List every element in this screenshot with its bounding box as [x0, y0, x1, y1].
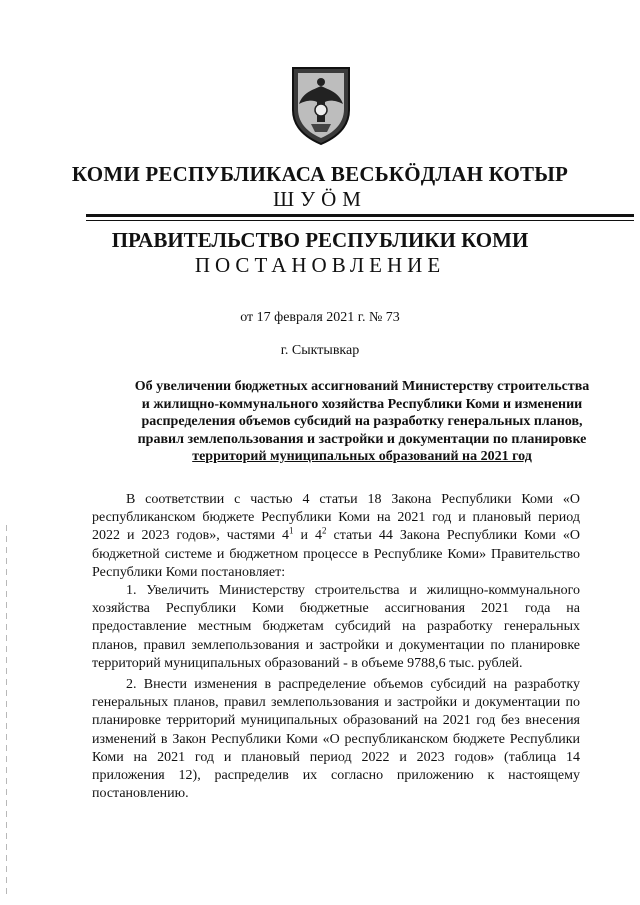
paragraph-item-2: 2. Внести изменения в распределение объемов субсидий на разработку генеральных планов, правил землепользования и застройки и документации по планировке территорий муниципальных образований на 2021 год без внесения изменений в Закон Республики Коми «О республиканском бюджете Республики Коми на 2021 год и плановый период 2022 и 2023 годов» (таблица 14 приложения 12), распределив их согласно приложению к настоящему постановлению. — [92, 677, 580, 802]
komi-title: КОМИ РЕСПУБЛИКАСА ВЕСЬКӦДЛАН КОТЫР — [71, 162, 569, 186]
scan-margin-artifact — [6, 525, 7, 895]
document-subject — [92, 378, 632, 466]
document-city: г. Сыктывкар — [280, 343, 360, 358]
subject-line: территорий муниципальных образований на 2021 год — [192, 449, 532, 464]
header-divider-thin — [86, 220, 634, 221]
komi-subtitle: ШУӦМ — [273, 187, 367, 211]
document-type: ПОСТАНОВЛЕНИЕ — [194, 253, 446, 277]
subject-line: и жилищно-коммунального хозяйства Республики Коми и изменении — [141, 396, 583, 412]
header-divider-thick — [86, 214, 634, 217]
komi-coat-of-arms-icon — [289, 64, 353, 146]
subject-line: Об увеличении бюджетных ассигнований Министерству строительства — [134, 379, 590, 394]
paragraph-preamble: В соответствии с частью 4 статьи 18 Закона Республики Коми «О республиканском бюджете Республики Коми на 2021 год и плановый период 2022 и 2023 годов», частями $4^1$ и $4^2$ статьи 44 Закона Республики Коми «О бюджетной системе и бюджетном процессе в Республике Коми» Правительство Республики Коми постановляет: — [92, 492, 580, 580]
document-date: от 17 февраля 2021 г. № 73 — [240, 310, 400, 325]
document-body — [92, 491, 580, 803]
subject-line: правил землепользования и застройки и документации по планировке — [137, 431, 587, 447]
government-title: ПРАВИТЕЛЬСТВО РЕСПУБЛИКИ КОМИ — [111, 228, 529, 252]
paragraph-item-1: 1. Увеличить Министерству строительства и жилищно-коммунального хозяйства Республики Коми бюджетные ассигнования 2021 года на предоставление местным бюджетам субсидий на разработку генеральных планов, правил землепользования и застройки и документации по планировке территорий муниципальных образований - в объеме 9788,6 тыс. рублей. — [92, 583, 580, 671]
subject-line: распределения объемов субсидий на разработку генеральных планов, — [141, 414, 583, 429]
